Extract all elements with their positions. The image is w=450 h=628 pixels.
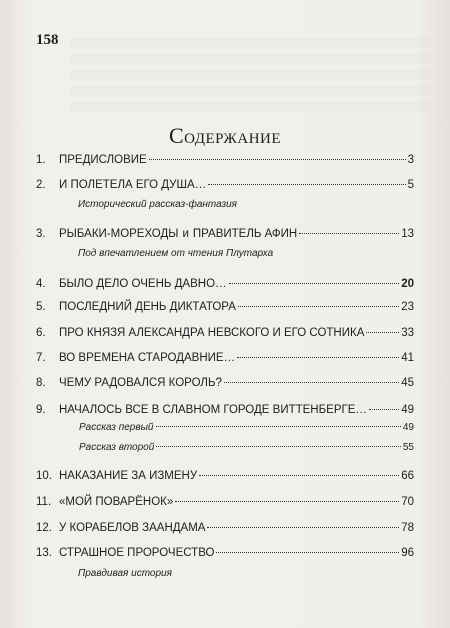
entry-page: 13 bbox=[401, 228, 414, 240]
entry-title-conjunction: и bbox=[182, 228, 189, 240]
entry-number: 10. bbox=[36, 470, 52, 482]
dot-leader bbox=[156, 446, 401, 447]
entry-title: ПРЕДИСЛОВИЕ bbox=[59, 154, 147, 166]
show-through-text bbox=[70, 38, 430, 118]
entry-number: 1. bbox=[36, 154, 46, 166]
toc-subentry[interactable] bbox=[79, 440, 414, 456]
toc-entry-10[interactable] bbox=[36, 466, 414, 486]
entry-title: ЧЕМУ РАДОВАЛСЯ КОРОЛЬ? bbox=[59, 377, 222, 389]
entry-page: 96 bbox=[401, 547, 414, 559]
entry-number: 7. bbox=[36, 352, 46, 364]
entry-page: 66 bbox=[401, 470, 414, 482]
entry-page: 41 bbox=[401, 352, 414, 364]
entry-title: РЫБАКИ-МОРЕХОДЫ bbox=[59, 228, 179, 240]
entry-page: 70 bbox=[401, 496, 414, 508]
toc-entry-12[interactable] bbox=[36, 518, 414, 538]
entry-number: 3. bbox=[36, 228, 46, 240]
toc-entry-8[interactable] bbox=[36, 373, 414, 393]
entry-number: 13. bbox=[36, 547, 52, 559]
dot-leader bbox=[199, 475, 399, 476]
entry-subtitle: Исторический рассказ-фантазия bbox=[78, 199, 237, 210]
entry-title: БЫЛО ДЕЛО ОЧЕНЬ ДАВНО… bbox=[59, 278, 227, 290]
toc-entry-3[interactable] bbox=[36, 224, 414, 244]
toc-subentry[interactable] bbox=[79, 420, 414, 436]
dot-leader bbox=[299, 233, 399, 234]
subentry-page: 49 bbox=[402, 422, 414, 433]
toc-entry-1[interactable] bbox=[36, 150, 414, 170]
entry-title: НАЧАЛОСЬ ВСЕ В СЛАВНОМ ГОРОДЕ ВИТТЕНБЕРГЕ… bbox=[59, 404, 367, 416]
entry-title: ПРО КНЯЗЯ АЛЕКСАНДРА НЕВСКОГО И ЕГО СОТНИКА bbox=[59, 327, 365, 339]
entry-number: 9. bbox=[36, 404, 46, 416]
toc-entry-11[interactable] bbox=[36, 492, 414, 512]
dot-leader bbox=[208, 184, 405, 185]
dot-leader bbox=[366, 332, 399, 333]
dot-leader bbox=[175, 501, 399, 502]
entry-page: 5 bbox=[407, 179, 414, 191]
toc-entry-5[interactable] bbox=[36, 297, 414, 317]
entry-number: 11. bbox=[36, 496, 52, 508]
dot-leader bbox=[224, 382, 399, 383]
entry-title: «МОЙ ПОВАРЁНОК» bbox=[59, 496, 174, 508]
dot-leader bbox=[229, 283, 400, 284]
toc-entry-6[interactable] bbox=[36, 323, 414, 343]
entry-subtitle: Под впечатлением от чтения Плутарха bbox=[78, 248, 274, 259]
toc-entry-7[interactable] bbox=[36, 348, 414, 368]
entry-page: 20 bbox=[401, 278, 414, 290]
dot-leader bbox=[369, 409, 399, 410]
dot-leader bbox=[149, 159, 406, 160]
entry-page: 23 bbox=[401, 301, 414, 313]
subentry-page: 55 bbox=[402, 442, 414, 453]
entry-title: У КОРАБЕЛОВ ЗААНДАМА bbox=[59, 522, 206, 534]
entry-title: СТРАШНОЕ ПРОРОЧЕСТВО bbox=[59, 547, 215, 559]
entry-title: И ПОЛЕТЕЛА ЕГО ДУША… bbox=[59, 179, 207, 191]
dot-leader bbox=[238, 306, 399, 307]
entry-subtitle: Правдивая история bbox=[78, 568, 172, 579]
entry-number: 12. bbox=[36, 522, 52, 534]
toc-entry-9[interactable] bbox=[36, 400, 414, 420]
entry-number: 4. bbox=[36, 278, 46, 290]
entry-number: 6. bbox=[36, 327, 46, 339]
dot-leader bbox=[216, 552, 399, 553]
entry-number: 2. bbox=[36, 179, 46, 191]
entry-title: НАКАЗАНИЕ ЗА ИЗМЕНУ bbox=[59, 470, 198, 482]
entry-title: ВО ВРЕМЕНА СТАРОДАВНИЕ… bbox=[59, 352, 236, 364]
toc-entry-13[interactable] bbox=[36, 543, 414, 563]
page-title: Содержание bbox=[168, 123, 282, 148]
dot-leader bbox=[156, 426, 401, 427]
entry-number: 8. bbox=[36, 377, 46, 389]
subentry-title: Рассказ второй bbox=[79, 442, 155, 453]
entry-title-rest: ПРАВИТЕЛЬ АФИН bbox=[192, 228, 298, 240]
entry-page: 45 bbox=[401, 377, 414, 389]
entry-page: 33 bbox=[401, 327, 414, 339]
entry-number: 5. bbox=[36, 301, 46, 313]
page-number: 158 bbox=[36, 32, 59, 48]
toc-entry-4[interactable] bbox=[36, 274, 414, 294]
toc-entry-2[interactable] bbox=[36, 175, 414, 195]
entry-page: 49 bbox=[401, 404, 414, 416]
entry-title: ПОСЛЕДНИЙ ДЕНЬ ДИКТАТОРА bbox=[59, 301, 236, 313]
entry-page: 78 bbox=[401, 522, 414, 534]
dot-leader bbox=[207, 527, 399, 528]
subentry-title: Рассказ первый bbox=[79, 422, 154, 433]
dot-leader bbox=[237, 357, 399, 358]
entry-page: 3 bbox=[407, 154, 414, 166]
